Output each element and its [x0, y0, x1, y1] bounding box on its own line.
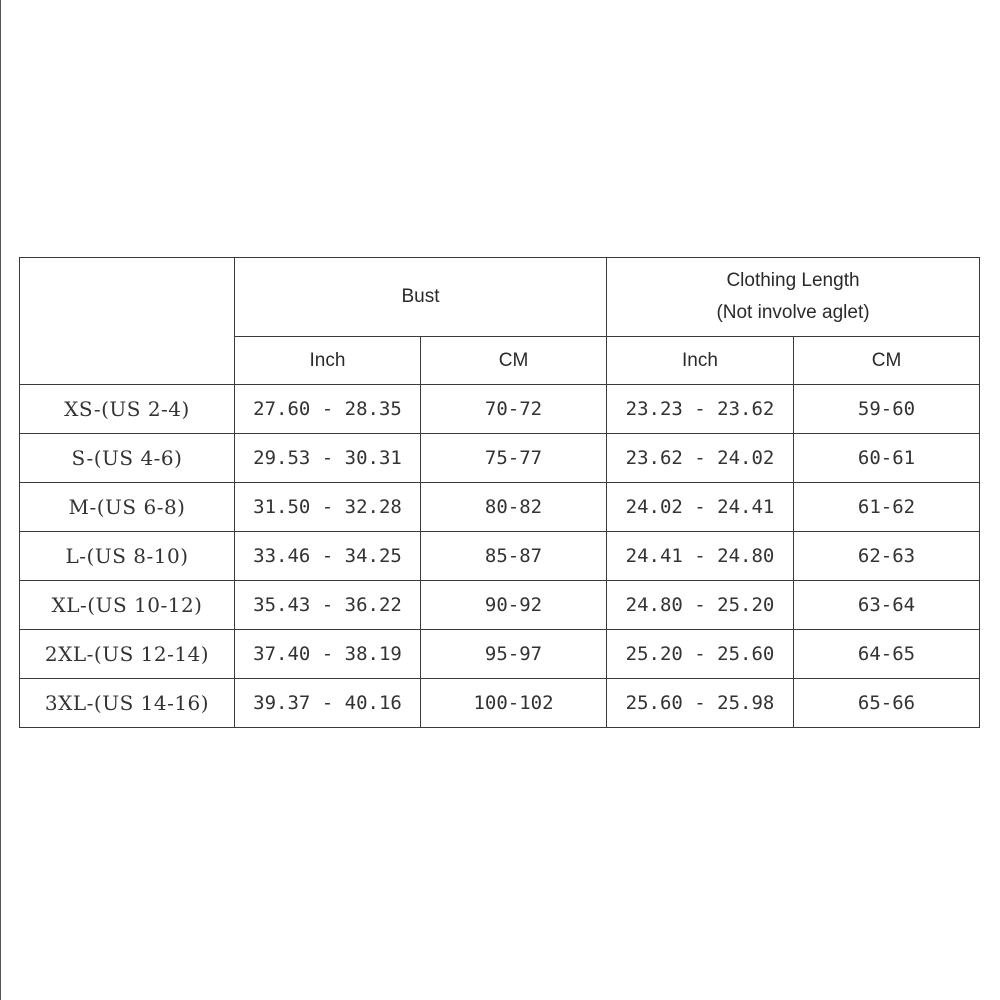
clothing-length-title: Clothing Length [726, 270, 860, 291]
length-inch-value: 25.60 - 25.98 [607, 679, 794, 728]
length-inch-value: 25.20 - 25.60 [607, 630, 794, 679]
bust-cm-value: 85-87 [421, 532, 607, 581]
bust-inch-value: 29.53 - 30.31 [235, 434, 421, 483]
clothing-length-header [607, 258, 980, 337]
length-cm-value: 59-60 [794, 385, 980, 434]
bust-cm-value: 95-97 [421, 630, 607, 679]
size-label: XL-(US 10-12) [20, 581, 235, 630]
length-cm-value: 61-62 [794, 483, 980, 532]
group-header-row [20, 258, 980, 337]
length-inch-value: 24.41 - 24.80 [607, 532, 794, 581]
size-label: XS-(US 2-4) [20, 385, 235, 434]
size-label: 3XL-(US 14-16) [20, 679, 235, 728]
length-inch-value: 23.62 - 24.02 [607, 434, 794, 483]
table-row [20, 679, 980, 728]
table-row [20, 434, 980, 483]
table-row [20, 630, 980, 679]
bust-cm-value: 90-92 [421, 581, 607, 630]
table-row [20, 385, 980, 434]
left-border-line [0, 0, 1, 1000]
clothing-length-note: (Not involve aglet) [716, 302, 870, 323]
bust-cm-value: 75-77 [421, 434, 607, 483]
bust-cm-value: 70-72 [421, 385, 607, 434]
bust-inch-value: 35.43 - 36.22 [235, 581, 421, 630]
table-row [20, 532, 980, 581]
length-cm-value: 64-65 [794, 630, 980, 679]
length-inch-value: 24.02 - 24.41 [607, 483, 794, 532]
bust-inch-value: 33.46 - 34.25 [235, 532, 421, 581]
size-label: 2XL-(US 12-14) [20, 630, 235, 679]
bust-inch-value: 27.60 - 28.35 [235, 385, 421, 434]
bust-inch-value: 37.40 - 38.19 [235, 630, 421, 679]
size-label: M-(US 6-8) [20, 483, 235, 532]
size-chart-table [19, 257, 980, 728]
length-cm-header: CM [794, 337, 980, 385]
length-inch-header: Inch [607, 337, 794, 385]
bust-inch-header: Inch [235, 337, 421, 385]
size-label: L-(US 8-10) [20, 532, 235, 581]
length-cm-value: 63-64 [794, 581, 980, 630]
table-row [20, 581, 980, 630]
length-cm-value: 65-66 [794, 679, 980, 728]
bust-inch-value: 31.50 - 32.28 [235, 483, 421, 532]
bust-cm-header: CM [421, 337, 607, 385]
bust-cm-value: 80-82 [421, 483, 607, 532]
size-label: S-(US 4-6) [20, 434, 235, 483]
length-inch-value: 23.23 - 23.62 [607, 385, 794, 434]
length-inch-value: 24.80 - 25.20 [607, 581, 794, 630]
length-cm-value: 60-61 [794, 434, 980, 483]
length-cm-value: 62-63 [794, 532, 980, 581]
bust-header: Bust [235, 258, 607, 337]
bust-inch-value: 39.37 - 40.16 [235, 679, 421, 728]
bust-cm-value: 100-102 [421, 679, 607, 728]
size-header-cell [20, 258, 235, 385]
table-row [20, 483, 980, 532]
